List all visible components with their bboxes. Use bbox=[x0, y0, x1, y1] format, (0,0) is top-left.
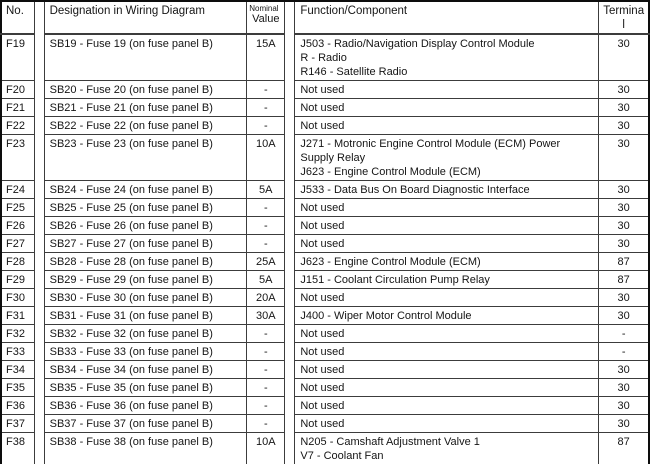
spacer-cell bbox=[285, 99, 295, 117]
spacer-cell bbox=[34, 307, 44, 325]
terminal-cell: - bbox=[599, 343, 649, 361]
nominal-value-cell: - bbox=[247, 199, 285, 217]
spacer-cell bbox=[285, 199, 295, 217]
designation-cell: SB25 - Fuse 25 (on fuse panel B) bbox=[44, 199, 247, 217]
function-line: Not used bbox=[300, 102, 345, 114]
fuse-table-body bbox=[1, 34, 649, 464]
spacer-cell bbox=[285, 433, 295, 464]
spacer-cell bbox=[34, 217, 44, 235]
spacer-cell bbox=[34, 181, 44, 199]
function-line: Not used bbox=[300, 382, 345, 394]
nominal-value-cell: - bbox=[247, 325, 285, 343]
designation-cell: SB24 - Fuse 24 (on fuse panel B) bbox=[44, 181, 247, 199]
nominal-value-cell: - bbox=[247, 343, 285, 361]
terminal-cell: 30 bbox=[599, 135, 649, 181]
terminal-cell: 30 bbox=[599, 117, 649, 135]
terminal-cell: 87 bbox=[599, 271, 649, 289]
function-line: Not used bbox=[300, 364, 345, 376]
nominal-value-cell: 20A bbox=[247, 289, 285, 307]
no-cell: F24 bbox=[1, 181, 34, 199]
function-cell bbox=[295, 433, 599, 464]
function-cell bbox=[295, 307, 599, 325]
no-cell: F38 bbox=[1, 433, 34, 464]
designation-cell: SB19 - Fuse 19 (on fuse panel B) bbox=[44, 34, 247, 81]
table-row-f38 bbox=[1, 433, 649, 464]
designation-cell: SB22 - Fuse 22 (on fuse panel B) bbox=[44, 117, 247, 135]
no-cell: F29 bbox=[1, 271, 34, 289]
nominal-value-cell: - bbox=[247, 235, 285, 253]
header-row bbox=[1, 1, 649, 34]
designation-cell: SB30 - Fuse 30 (on fuse panel B) bbox=[44, 289, 247, 307]
function-line: R146 - Satellite Radio bbox=[300, 66, 408, 78]
spacer-cell bbox=[34, 379, 44, 397]
nominal-value-cell: 25A bbox=[247, 253, 285, 271]
spacer-cell bbox=[285, 271, 295, 289]
spacer-cell bbox=[285, 117, 295, 135]
function-cell bbox=[295, 379, 599, 397]
header-nominal-line2: Value bbox=[252, 13, 280, 25]
nominal-value-cell: - bbox=[247, 117, 285, 135]
function-cell bbox=[295, 271, 599, 289]
spacer-cell bbox=[34, 99, 44, 117]
function-cell bbox=[295, 253, 599, 271]
designation-cell: SB23 - Fuse 23 (on fuse panel B) bbox=[44, 135, 247, 181]
nominal-value-cell: 30A bbox=[247, 307, 285, 325]
function-line: J151 - Coolant Circulation Pump Relay bbox=[300, 274, 490, 286]
nominal-value-cell: - bbox=[247, 397, 285, 415]
nominal-value-cell: - bbox=[247, 217, 285, 235]
terminal-cell: 30 bbox=[599, 199, 649, 217]
table-row-f33 bbox=[1, 343, 649, 361]
no-cell: F30 bbox=[1, 289, 34, 307]
function-cell bbox=[295, 343, 599, 361]
function-line: Not used bbox=[300, 400, 345, 412]
function-line: J533 - Data Bus On Board Diagnostic Interface bbox=[300, 184, 530, 196]
nominal-value-cell: - bbox=[247, 415, 285, 433]
designation-cell: SB34 - Fuse 34 (on fuse panel B) bbox=[44, 361, 247, 379]
terminal-cell: - bbox=[599, 325, 649, 343]
spacer-cell bbox=[285, 135, 295, 181]
designation-cell: SB20 - Fuse 20 (on fuse panel B) bbox=[44, 81, 247, 99]
designation-cell: SB26 - Fuse 26 (on fuse panel B) bbox=[44, 217, 247, 235]
function-cell bbox=[295, 217, 599, 235]
table-row-f26 bbox=[1, 217, 649, 235]
spacer-cell bbox=[34, 289, 44, 307]
spacer-cell bbox=[34, 271, 44, 289]
designation-cell: SB38 - Fuse 38 (on fuse panel B) bbox=[44, 433, 247, 464]
header-terminal: Terminal bbox=[599, 1, 649, 34]
function-line: Not used bbox=[300, 292, 345, 304]
function-cell bbox=[295, 325, 599, 343]
designation-cell: SB21 - Fuse 21 (on fuse panel B) bbox=[44, 99, 247, 117]
table-row-f20 bbox=[1, 81, 649, 99]
function-cell bbox=[295, 181, 599, 199]
spacer-cell bbox=[285, 181, 295, 199]
nominal-value-cell: - bbox=[247, 99, 285, 117]
spacer-cell bbox=[34, 81, 44, 99]
spacer-cell bbox=[285, 34, 295, 81]
spacer-cell bbox=[34, 433, 44, 464]
function-line: Not used bbox=[300, 84, 345, 96]
no-cell: F33 bbox=[1, 343, 34, 361]
spacer-cell bbox=[34, 397, 44, 415]
function-cell bbox=[295, 99, 599, 117]
table-row-f25 bbox=[1, 199, 649, 217]
function-cell bbox=[295, 361, 599, 379]
no-cell: F31 bbox=[1, 307, 34, 325]
function-cell bbox=[295, 117, 599, 135]
nominal-value-cell: 10A bbox=[247, 433, 285, 464]
function-line: Not used bbox=[300, 238, 345, 250]
spacer-cell bbox=[285, 289, 295, 307]
spacer-cell bbox=[285, 81, 295, 99]
designation-cell: SB35 - Fuse 35 (on fuse panel B) bbox=[44, 379, 247, 397]
header-nominal-line1: Nominal bbox=[249, 4, 279, 13]
no-cell: F27 bbox=[1, 235, 34, 253]
function-line: J503 - Radio/Navigation Display Control Module bbox=[300, 38, 535, 50]
nominal-value-cell: 15A bbox=[247, 34, 285, 81]
designation-cell: SB27 - Fuse 27 (on fuse panel B) bbox=[44, 235, 247, 253]
no-cell: F37 bbox=[1, 415, 34, 433]
spacer-cell bbox=[285, 217, 295, 235]
designation-cell: SB29 - Fuse 29 (on fuse panel B) bbox=[44, 271, 247, 289]
header-nominal-value bbox=[247, 1, 285, 34]
spacer-cell bbox=[34, 117, 44, 135]
function-line: Not used bbox=[300, 120, 345, 132]
function-cell bbox=[295, 81, 599, 99]
terminal-cell: 30 bbox=[599, 81, 649, 99]
nominal-value-cell: 10A bbox=[247, 135, 285, 181]
spacer-cell bbox=[34, 415, 44, 433]
spacer-cell bbox=[34, 343, 44, 361]
spacer-cell bbox=[285, 415, 295, 433]
terminal-cell: 30 bbox=[599, 289, 649, 307]
designation-cell: SB31 - Fuse 31 (on fuse panel B) bbox=[44, 307, 247, 325]
no-cell: F35 bbox=[1, 379, 34, 397]
table-row-f28 bbox=[1, 253, 649, 271]
terminal-cell: 30 bbox=[599, 307, 649, 325]
table-row-f27 bbox=[1, 235, 649, 253]
terminal-cell: 30 bbox=[599, 235, 649, 253]
terminal-cell: 30 bbox=[599, 181, 649, 199]
no-cell: F21 bbox=[1, 99, 34, 117]
nominal-value-cell: 5A bbox=[247, 271, 285, 289]
terminal-cell: 87 bbox=[599, 253, 649, 271]
function-cell bbox=[295, 199, 599, 217]
function-line: Not used bbox=[300, 202, 345, 214]
function-cell bbox=[295, 135, 599, 181]
no-cell: F25 bbox=[1, 199, 34, 217]
designation-cell: SB28 - Fuse 28 (on fuse panel B) bbox=[44, 253, 247, 271]
spacer-cell bbox=[285, 307, 295, 325]
nominal-value-cell: - bbox=[247, 361, 285, 379]
table-header bbox=[1, 1, 649, 34]
no-cell: F26 bbox=[1, 217, 34, 235]
terminal-cell: 30 bbox=[599, 361, 649, 379]
table-row-f30 bbox=[1, 289, 649, 307]
nominal-value-cell: 5A bbox=[247, 181, 285, 199]
function-line: J271 - Motronic Engine Control Module (ECM) Power Supply Relay bbox=[300, 138, 561, 164]
table-row-f31 bbox=[1, 307, 649, 325]
header-no: No. bbox=[1, 1, 34, 34]
spacer-cell bbox=[34, 253, 44, 271]
table-row-f34 bbox=[1, 361, 649, 379]
designation-cell: SB37 - Fuse 37 (on fuse panel B) bbox=[44, 415, 247, 433]
spacer-cell bbox=[34, 361, 44, 379]
function-line: Not used bbox=[300, 328, 345, 340]
no-cell: F32 bbox=[1, 325, 34, 343]
designation-cell: SB33 - Fuse 33 (on fuse panel B) bbox=[44, 343, 247, 361]
terminal-cell: 87 bbox=[599, 433, 649, 464]
header-spacer-cell bbox=[34, 1, 44, 34]
designation-cell: SB36 - Fuse 36 (on fuse panel B) bbox=[44, 397, 247, 415]
function-cell bbox=[295, 397, 599, 415]
function-line: Not used bbox=[300, 346, 345, 358]
spacer-cell bbox=[34, 235, 44, 253]
function-line: R - Radio bbox=[300, 52, 347, 64]
no-cell: F23 bbox=[1, 135, 34, 181]
spacer-cell bbox=[34, 199, 44, 217]
table-row-f21 bbox=[1, 99, 649, 117]
no-cell: F20 bbox=[1, 81, 34, 99]
designation-cell: SB32 - Fuse 32 (on fuse panel B) bbox=[44, 325, 247, 343]
table-row-f22 bbox=[1, 117, 649, 135]
nominal-value-cell: - bbox=[247, 81, 285, 99]
spacer-cell bbox=[34, 325, 44, 343]
function-line: J400 - Wiper Motor Control Module bbox=[300, 310, 472, 322]
terminal-cell: 30 bbox=[599, 397, 649, 415]
function-line: V7 - Coolant Fan bbox=[300, 450, 384, 462]
spacer-cell bbox=[285, 397, 295, 415]
table-row-f37 bbox=[1, 415, 649, 433]
no-cell: F19 bbox=[1, 34, 34, 81]
function-line: Not used bbox=[300, 220, 345, 232]
spacer-cell bbox=[285, 379, 295, 397]
function-line: J623 - Engine Control Module (ECM) bbox=[300, 166, 481, 178]
spacer-cell bbox=[34, 135, 44, 181]
table-row-f24 bbox=[1, 181, 649, 199]
header-spacer-cell bbox=[285, 1, 295, 34]
function-cell bbox=[295, 415, 599, 433]
function-cell bbox=[295, 289, 599, 307]
no-cell: F34 bbox=[1, 361, 34, 379]
terminal-cell: 30 bbox=[599, 99, 649, 117]
terminal-cell: 30 bbox=[599, 379, 649, 397]
nominal-value-cell: - bbox=[247, 379, 285, 397]
header-designation: Designation in Wiring Diagram bbox=[44, 1, 247, 34]
function-line: N205 - Camshaft Adjustment Valve 1 bbox=[300, 436, 480, 448]
no-cell: F22 bbox=[1, 117, 34, 135]
spacer-cell bbox=[34, 34, 44, 81]
spacer-cell bbox=[285, 325, 295, 343]
spacer-cell bbox=[285, 343, 295, 361]
table-row-f35 bbox=[1, 379, 649, 397]
terminal-cell: 30 bbox=[599, 34, 649, 81]
function-line: J623 - Engine Control Module (ECM) bbox=[300, 256, 481, 268]
no-cell: F28 bbox=[1, 253, 34, 271]
spacer-cell bbox=[285, 361, 295, 379]
table-row-f36 bbox=[1, 397, 649, 415]
spacer-cell bbox=[285, 235, 295, 253]
terminal-cell: 30 bbox=[599, 415, 649, 433]
spacer-cell bbox=[285, 253, 295, 271]
terminal-cell: 30 bbox=[599, 217, 649, 235]
function-cell bbox=[295, 34, 599, 81]
no-cell: F36 bbox=[1, 397, 34, 415]
header-function: Function/Component bbox=[295, 1, 599, 34]
function-line: Not used bbox=[300, 418, 345, 430]
table-row-f32 bbox=[1, 325, 649, 343]
table-row-f29 bbox=[1, 271, 649, 289]
function-cell bbox=[295, 235, 599, 253]
table-row-f19 bbox=[1, 34, 649, 81]
table-row-f23 bbox=[1, 135, 649, 181]
